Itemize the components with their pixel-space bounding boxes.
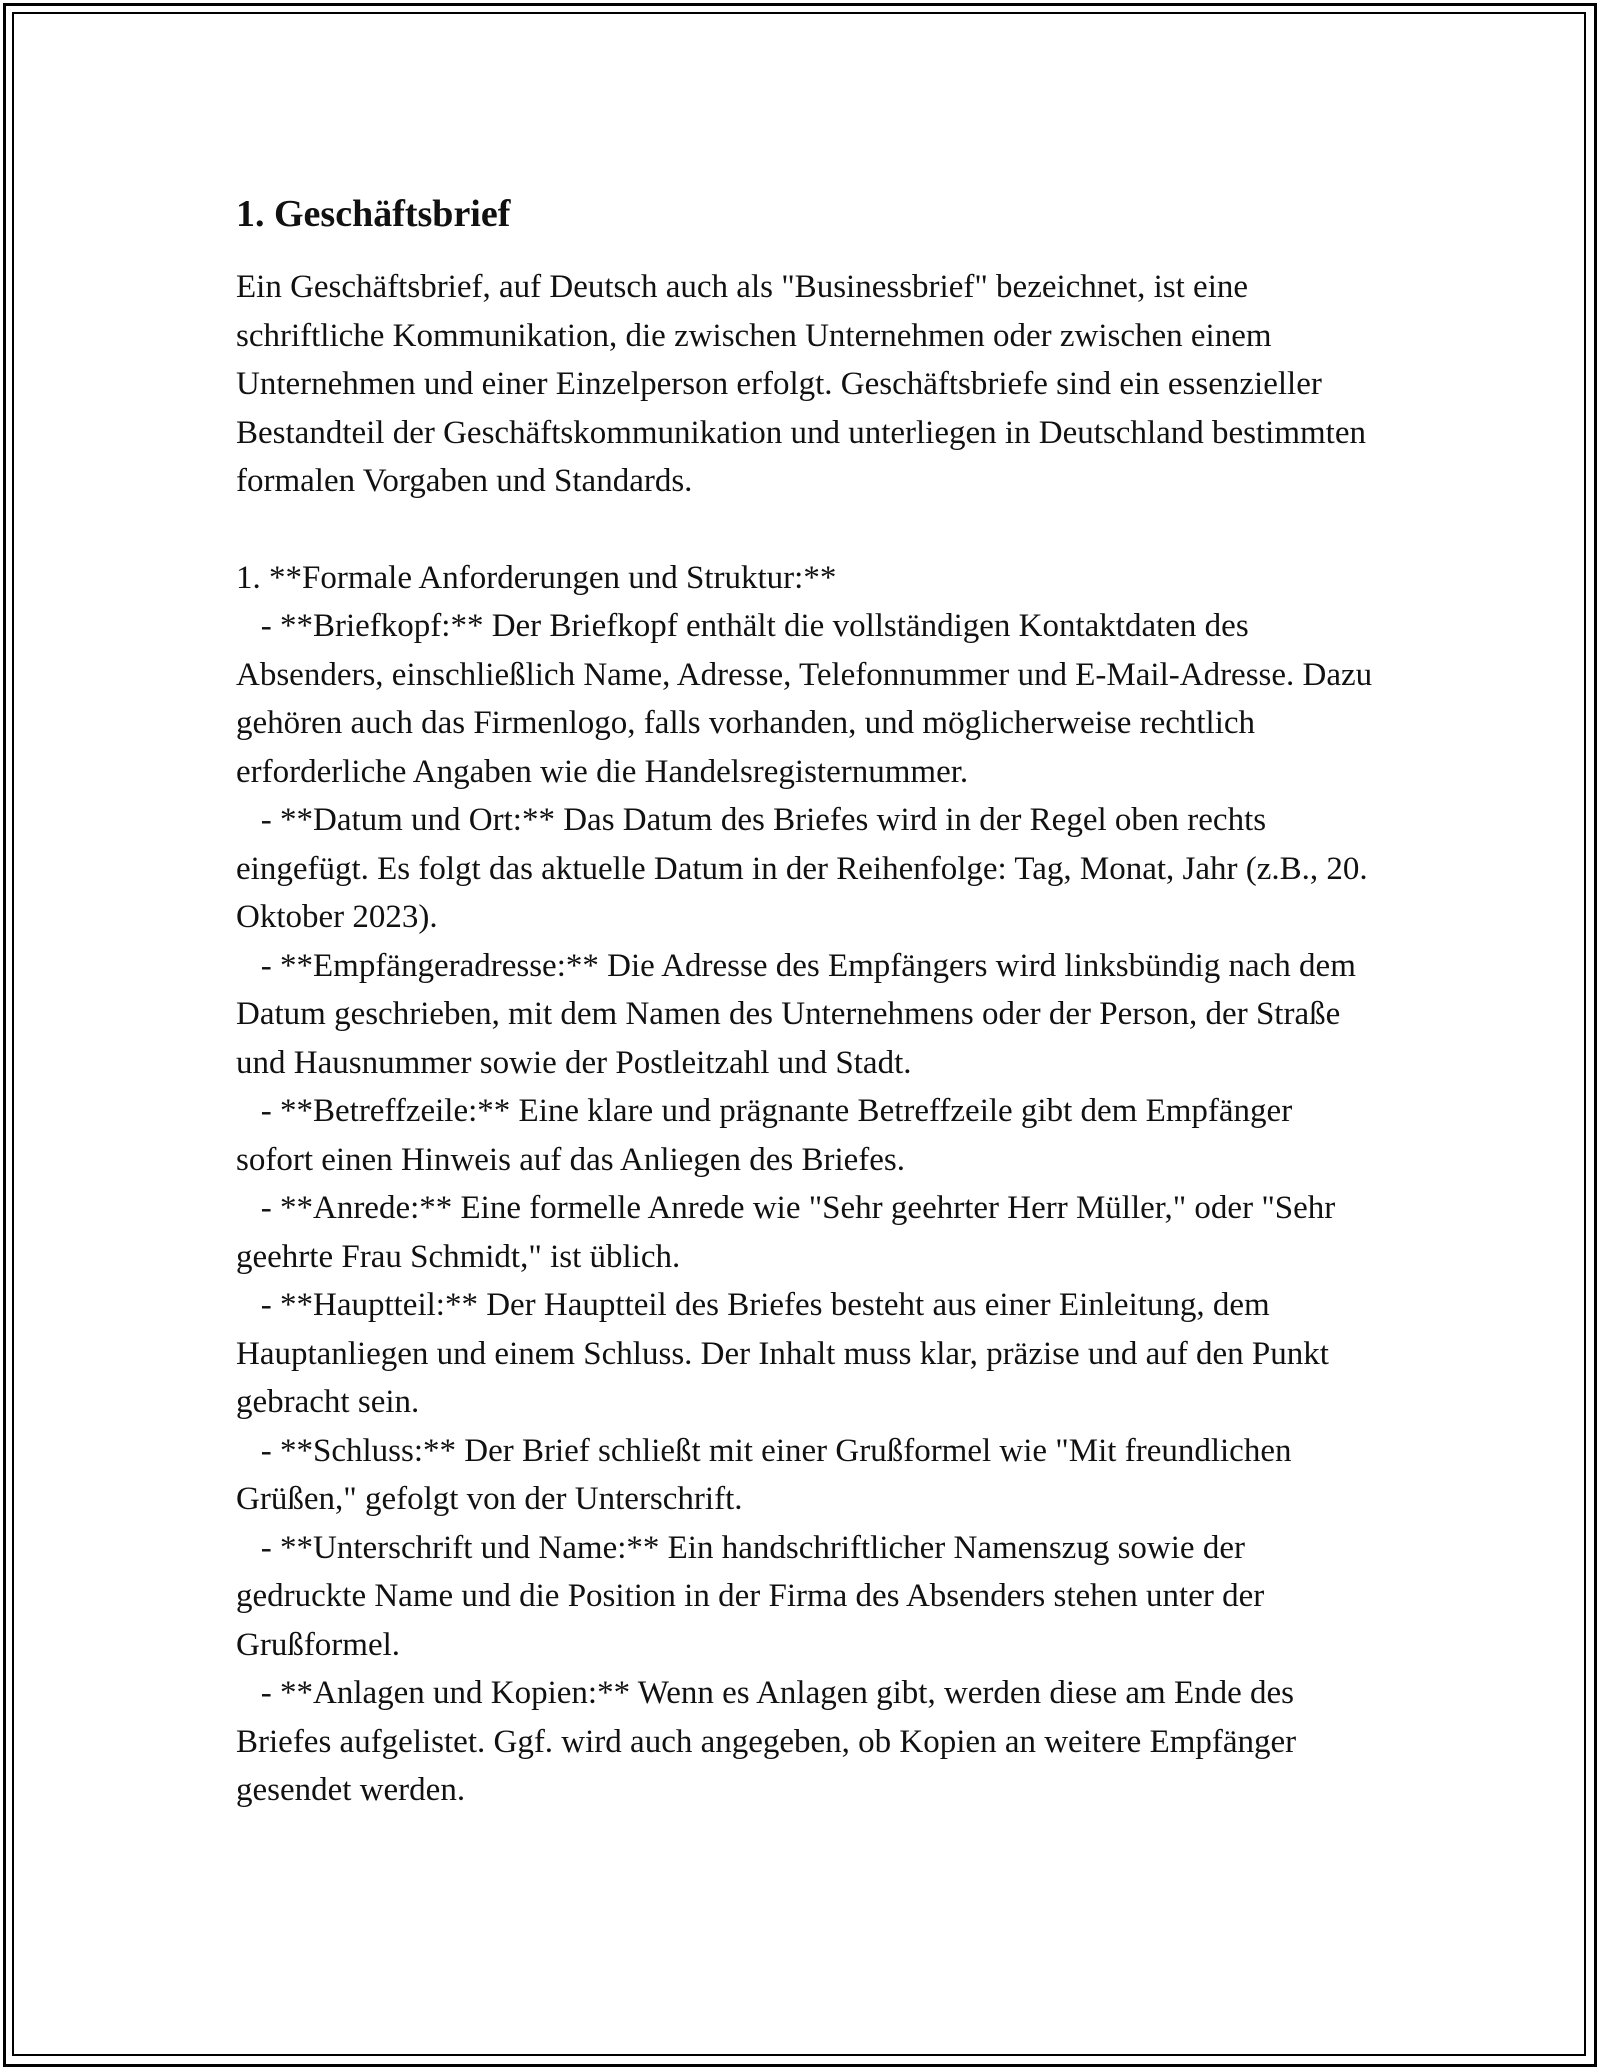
list-item-empfaengeradresse: - **Empfängeradresse:** Die Adresse des Empfängers wird linksbündig nach dem Datum geschrieben, mit dem Namen des Unternehmens oder der Person, der Straße und Hausnummer sowie der Postleitzahl und Stadt. [236, 947, 1365, 1081]
intro-paragraph: Ein Geschäftsbrief, auf Deutsch auch als "Businessbrief" bezeichnet, ist eine schriftliche Kommunikation, die zwischen Unternehmen oder zwischen einem Unternehmen und einer Einzelperson erfolgt. Geschäftsbriefe sind ein essenzieller Bestandteil der Geschäftskommunikation und unterliegen in Deutschland bestimmten formalen Vorgaben und Standards. [236, 269, 1366, 499]
section-heading: 1. **Formale Anforderungen und Struktur:** [236, 559, 837, 596]
document-title: 1. Geschäftsbrief [236, 193, 511, 235]
list-item-datum-und-ort: - **Datum und Ort:** Das Datum des Briefes wird in der Regel oben rechts eingefügt. Es folgt das aktuelle Datum in der Reihenfolge: Tag, Monat, Jahr (z.B., 20. Oktober 2023). [236, 802, 1376, 935]
list-item-hauptteil: - **Hauptteil:** Der Hauptteil des Briefes besteht aus einer Einleitung, dem Hauptanliegen und einem Schluss. Der Inhalt muss klar, präzise und auf den Punkt gebracht sein. [236, 1287, 1338, 1420]
list-item-anlagen-und-kopien: - **Anlagen und Kopien:** Wenn es Anlagen gibt, werden diese am Ende des Briefes aufgelistet. Ggf. wird auch angegeben, ob Kopien an weitere Empfänger gesendet werden. [236, 1675, 1305, 1808]
list-item-schluss: - **Schluss:** Der Brief schließt mit einer Grußformel wie "Mit freundlichen Grüßen," gefolgt von der Unterschrift. [236, 1432, 1300, 1517]
requirements-section [236, 554, 1381, 1815]
list-item-anrede: - **Anrede:** Eine formelle Anrede wie "Sehr geehrter Herr Müller," oder "Sehr geehrte Frau Schmidt," ist üblich. [236, 1190, 1344, 1275]
list-item-unterschrift-und-name: - **Unterschrift und Name:** Ein handschriftlicher Namenszug sowie der gedruckte Name und die Position in der Firma des Absenders stehen unter der Grußformel. [236, 1529, 1273, 1663]
list-item-betreffzeile: - **Betreffzeile:** Eine klare und prägnante Betreffzeile gibt dem Empfänger sofort einen Hinweis auf das Anliegen des Briefes. [236, 1093, 1301, 1178]
document-body [236, 185, 1381, 1815]
list-item-briefkopf: - **Briefkopf:** Der Briefkopf enthält die vollständigen Kontaktdaten des Absenders, einschließlich Name, Adresse, Telefonnummer und E-Mail-Adresse. Dazu gehören auch das Firmenlogo, falls vorhanden, und möglicherweise rechtlich erforderliche Angaben wie die Handelsregisternummer. [236, 608, 1381, 790]
